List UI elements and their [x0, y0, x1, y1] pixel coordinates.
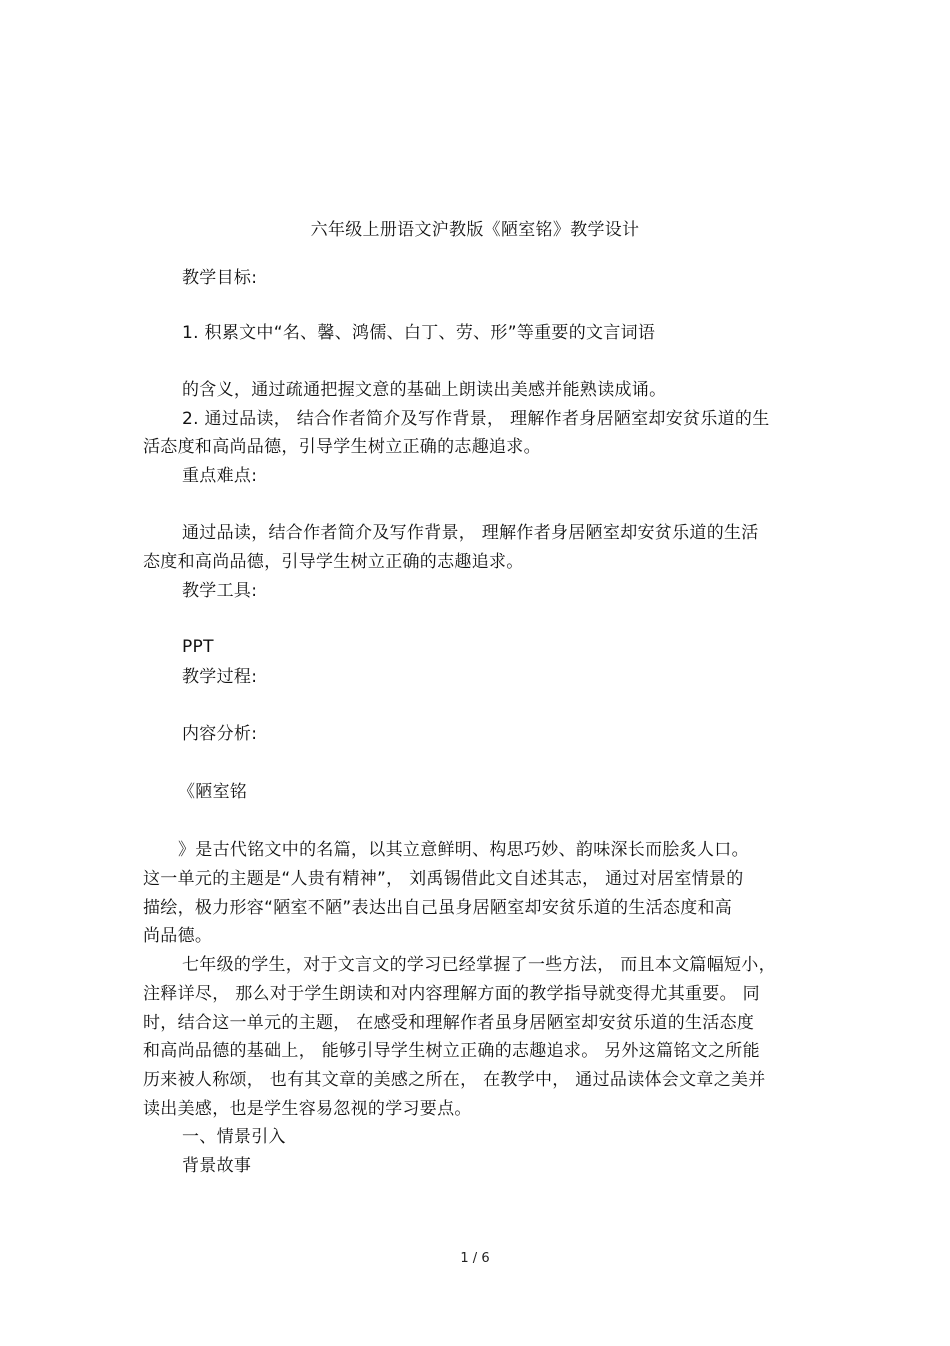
- section-heading-intro: 一、情景引入: [182, 1127, 286, 1147]
- paragraph-line: 态度和高尚品德，引导学生树立正确的志趣追求。: [143, 552, 524, 572]
- paragraph-line: 描绘，极力形容“陋室不陋”表达出自己虽身居陋室却安贫乐道的生活态度和高: [143, 898, 733, 918]
- paragraph-line: 尚品德。: [143, 926, 213, 946]
- section-heading-tools: 教学工具:: [182, 581, 258, 601]
- paragraph-line: 》是古代铭文中的名篇，以其立意鲜明、构思巧妙、韵味深长而脍炙人口。: [178, 840, 749, 860]
- paragraph-line: 通过品读，结合作者简介及写作背景， 理解作者身居陋室却安贫乐道的生活: [182, 523, 759, 543]
- paragraph-line: 时，结合这一单元的主题， 在感受和理解作者虽身居陋室却安贫乐道的生活态度: [143, 1013, 755, 1033]
- page-number: 1 / 6: [460, 1251, 490, 1266]
- paragraph-line: 七年级的学生，对于文言文的学习已经掌握了一些方法， 而且本文篇幅短小，: [182, 955, 776, 975]
- section-heading-goals: 教学目标:: [182, 268, 258, 288]
- paragraph-line: 读出美感，也是学生容易忽视的学习要点。: [143, 1099, 472, 1119]
- paragraph-line: 的含义，通过疏通把握文意的基础上朗读出美感并能熟读成诵。: [182, 380, 667, 400]
- paragraph-line: 《陋室铭: [178, 782, 248, 802]
- paragraph-line: 注释详尽， 那么对于学生朗读和对内容理解方面的教学指导就变得尤其重要。 同: [143, 984, 760, 1004]
- section-heading-process: 教学过程:: [182, 667, 258, 687]
- paragraph-line: PPT: [182, 637, 214, 657]
- paragraph-line: 和高尚品德的基础上， 能够引导学生树立正确的志趣追求。 另外这篇铭文之所能: [143, 1041, 760, 1061]
- paragraph-line: 活态度和高尚品德，引导学生树立正确的志趣追求。: [143, 437, 541, 457]
- section-heading-key-points: 重点难点:: [182, 466, 258, 486]
- section-heading-analysis: 内容分析:: [182, 724, 258, 744]
- document-title: 六年级上册语文沪教版《陋室铭》教学设计: [310, 220, 640, 240]
- paragraph-line: 1. 积累文中“名、馨、鸿儒、白丁、劳、形”等重要的文言词语: [182, 323, 656, 343]
- paragraph-line: 历来被人称颂， 也有其文章的美感之所在， 在教学中， 通过品读体会文章之美并: [143, 1070, 766, 1090]
- paragraph-line: 2. 通过品读， 结合作者简介及写作背景， 理解作者身居陋室却安贫乐道的生: [182, 409, 770, 429]
- subsection-heading-background: 背景故事: [182, 1156, 252, 1176]
- paragraph-line: 这一单元的主题是“人贵有精神”， 刘禹锡借此文自述其志， 通过对居室情景的: [143, 869, 744, 889]
